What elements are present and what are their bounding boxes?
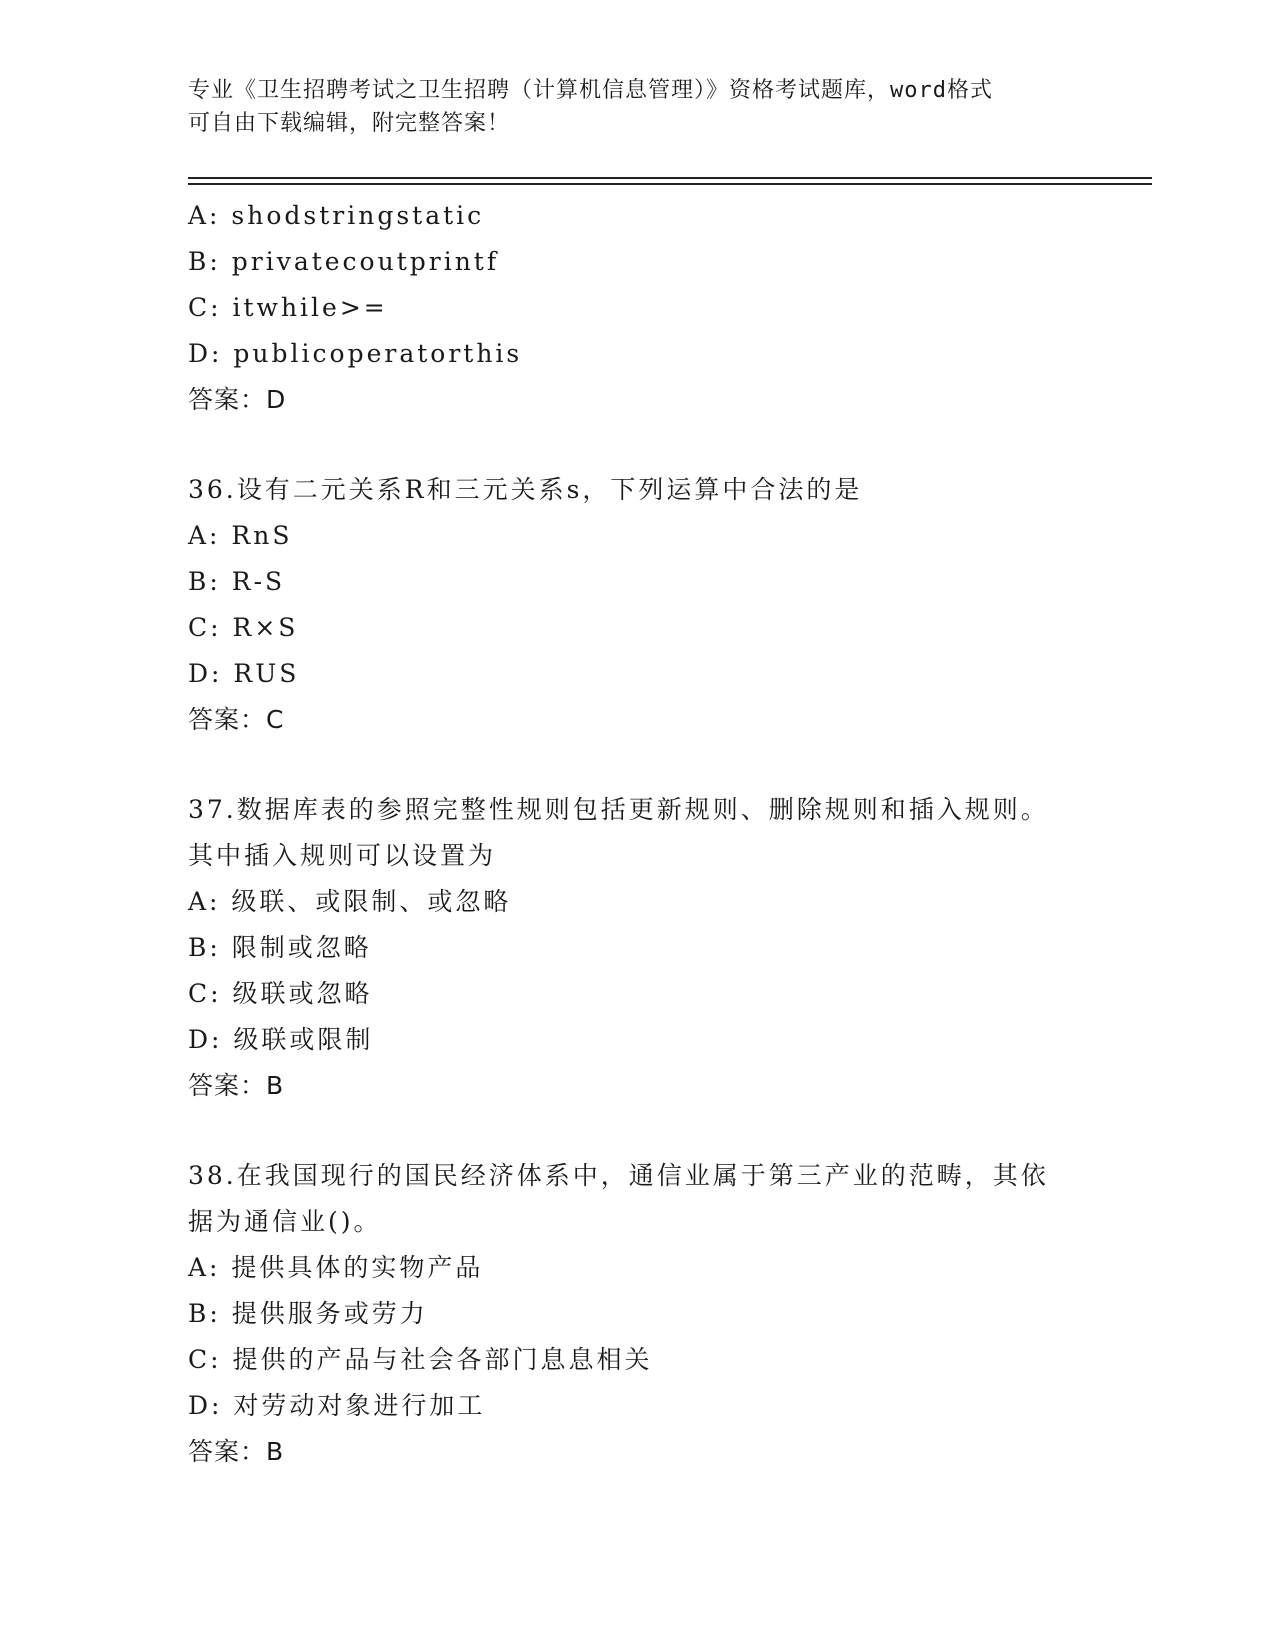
question-stem-line-1: 38.在我国现行的国民经济体系中，通信业属于第三产业的范畴，其依 (188, 1161, 1049, 1190)
header-line-2: 可自由下载编辑，附完整答案！ (188, 111, 511, 136)
option-c: C: 提供的产品与社会各部门息息相关 (188, 1345, 653, 1374)
question-38 (188, 1153, 1088, 1475)
option-d: D: publicoperatorthis (188, 339, 523, 368)
option-d: D: 对劳动对象进行加工 (188, 1391, 486, 1420)
question-37 (188, 787, 1088, 1109)
question-stem-line-2: 其中插入规则可以设置为 (188, 841, 497, 870)
option-b: B: R-S (188, 567, 286, 596)
answer: 答案：D (188, 385, 287, 414)
answer: 答案：B (188, 1071, 285, 1100)
header-divider-top (188, 177, 1152, 179)
spacer (188, 743, 1088, 787)
question-36 (188, 467, 1088, 743)
question-stem-line-1: 37.数据库表的参照完整性规则包括更新规则、删除规则和插入规则。 (188, 795, 1049, 824)
option-c: C: itwhile>= (188, 293, 388, 322)
answer: 答案：B (188, 1437, 285, 1466)
option-d: D: RUS (188, 659, 300, 688)
option-c: C: 级联或忽略 (188, 979, 373, 1008)
question-stem: 36.设有二元关系R和三元关系s，下列运算中合法的是 (188, 475, 863, 504)
document-header (188, 74, 1088, 140)
question-35 (188, 193, 1088, 423)
option-a: A: shodstringstatic (188, 201, 485, 230)
option-b: B: 提供服务或劳力 (188, 1299, 428, 1328)
question-list (188, 193, 1088, 1475)
option-c: C: R×S (188, 613, 299, 642)
header-divider-bottom (188, 183, 1152, 185)
spacer (188, 423, 1088, 467)
question-stem-line-2: 据为通信业()。 (188, 1207, 382, 1236)
answer: 答案：C (188, 705, 285, 734)
option-a: A: RnS (188, 521, 293, 550)
option-b: B: 限制或忽略 (188, 933, 372, 962)
spacer (188, 1109, 1088, 1153)
option-d: D: 级联或限制 (188, 1025, 374, 1054)
option-b: B: privatecoutprintf (188, 247, 500, 276)
header-line-1: 专业《卫生招聘考试之卫生招聘（计算机信息管理）》资格考试题库，word格式 (188, 78, 993, 103)
option-a: A: 提供具体的实物产品 (188, 1253, 484, 1282)
option-a: A: 级联、或限制、或忽略 (188, 887, 512, 916)
